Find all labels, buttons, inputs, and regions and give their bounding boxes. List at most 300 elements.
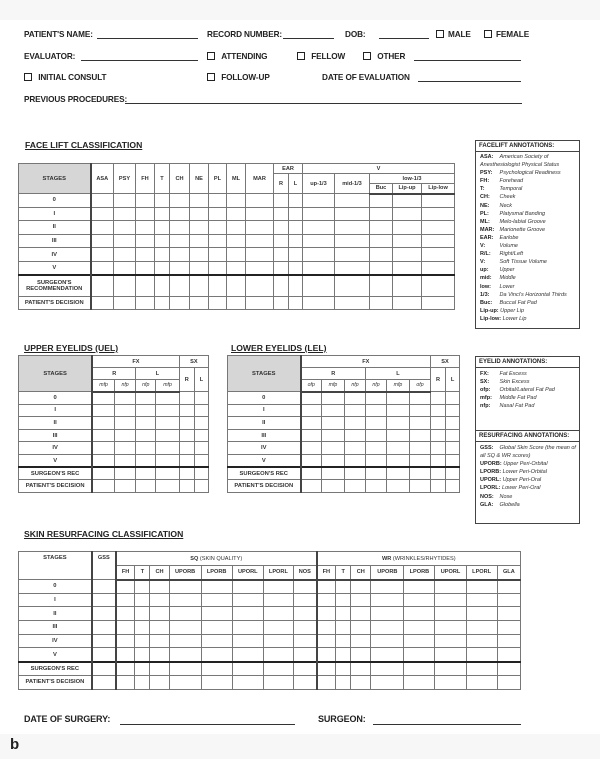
resurfacing-cell[interactable] xyxy=(201,634,232,648)
resurfacing-cell[interactable] xyxy=(116,662,135,676)
lel-cell[interactable] xyxy=(322,480,345,493)
resurfacing-cell[interactable] xyxy=(150,621,169,635)
facelift-cell[interactable] xyxy=(190,296,209,310)
resurfacing-cell[interactable] xyxy=(135,580,150,594)
resurfacing-cell[interactable] xyxy=(497,662,520,676)
facelift-cell[interactable] xyxy=(227,221,246,235)
female-checkbox[interactable] xyxy=(484,30,492,38)
resurfacing-cell[interactable] xyxy=(293,662,316,676)
lel-cell[interactable] xyxy=(345,404,366,417)
uel-cell[interactable] xyxy=(179,417,194,430)
facelift-cell[interactable] xyxy=(227,261,246,275)
uel-cell[interactable] xyxy=(156,404,179,417)
resurfacing-cell[interactable] xyxy=(371,607,404,621)
resurfacing-cell[interactable] xyxy=(92,675,116,689)
attending-checkbox[interactable] xyxy=(207,52,215,60)
resurfacing-cell[interactable] xyxy=(116,593,135,607)
lel-cell[interactable] xyxy=(345,454,366,467)
uel-cell[interactable] xyxy=(156,392,179,405)
facelift-cell[interactable] xyxy=(227,296,246,310)
facelift-cell[interactable] xyxy=(335,221,370,235)
facelift-cell[interactable] xyxy=(209,248,227,262)
resurfacing-cell[interactable] xyxy=(351,593,371,607)
resurfacing-cell[interactable] xyxy=(371,662,404,676)
facelift-cell[interactable] xyxy=(209,207,227,221)
facelift-cell[interactable] xyxy=(303,194,335,208)
facelift-cell[interactable] xyxy=(422,194,455,208)
uel-cell[interactable] xyxy=(156,417,179,430)
facelift-cell[interactable] xyxy=(209,194,227,208)
facelift-cell[interactable] xyxy=(227,207,246,221)
male-option[interactable] xyxy=(436,30,471,39)
facelift-cell[interactable] xyxy=(370,194,393,208)
facelift-cell[interactable] xyxy=(246,194,274,208)
fellow-checkbox[interactable] xyxy=(297,52,305,60)
uel-cell[interactable] xyxy=(136,442,156,455)
facelift-cell[interactable] xyxy=(91,207,114,221)
facelift-cell[interactable] xyxy=(114,234,136,248)
uel-cell[interactable] xyxy=(136,429,156,442)
uel-cell[interactable] xyxy=(194,442,208,455)
facelift-cell[interactable] xyxy=(227,248,246,262)
resurfacing-cell[interactable] xyxy=(116,648,135,662)
resurfacing-cell[interactable] xyxy=(135,662,150,676)
resurfacing-cell[interactable] xyxy=(150,580,169,594)
resurfacing-cell[interactable] xyxy=(466,648,497,662)
uel-cell[interactable] xyxy=(156,480,179,493)
resurfacing-cell[interactable] xyxy=(232,580,263,594)
resurfacing-cell[interactable] xyxy=(497,648,520,662)
resurfacing-cell[interactable] xyxy=(135,593,150,607)
uel-cell[interactable] xyxy=(114,442,135,455)
resurfacing-cell[interactable] xyxy=(263,621,293,635)
uel-cell[interactable] xyxy=(179,454,194,467)
uel-cell[interactable] xyxy=(136,404,156,417)
resurfacing-cell[interactable] xyxy=(466,607,497,621)
facelift-cell[interactable] xyxy=(136,248,155,262)
uel-cell[interactable] xyxy=(92,429,114,442)
attending-option[interactable] xyxy=(207,52,267,61)
lel-cell[interactable] xyxy=(345,417,366,430)
facelift-cell[interactable] xyxy=(246,261,274,275)
resurfacing-cell[interactable] xyxy=(169,593,201,607)
resurfacing-cell[interactable] xyxy=(92,607,116,621)
facelift-cell[interactable] xyxy=(289,207,303,221)
lel-cell[interactable] xyxy=(446,392,460,405)
resurfacing-cell[interactable] xyxy=(263,662,293,676)
resurfacing-cell[interactable] xyxy=(497,607,520,621)
resurfacing-cell[interactable] xyxy=(435,607,466,621)
facelift-cell[interactable] xyxy=(136,207,155,221)
resurfacing-cell[interactable] xyxy=(351,621,371,635)
lel-cell[interactable] xyxy=(431,417,446,430)
resurfacing-cell[interactable] xyxy=(263,648,293,662)
lel-cell[interactable] xyxy=(366,467,387,480)
facelift-cell[interactable] xyxy=(335,234,370,248)
uel-cell[interactable] xyxy=(114,454,135,467)
resurfacing-cell[interactable] xyxy=(317,607,336,621)
uel-cell[interactable] xyxy=(194,429,208,442)
resurfacing-cell[interactable] xyxy=(336,593,351,607)
resurfacing-cell[interactable] xyxy=(435,580,466,594)
facelift-cell[interactable] xyxy=(422,296,455,310)
resurfacing-cell[interactable] xyxy=(169,662,201,676)
lel-cell[interactable] xyxy=(322,442,345,455)
lel-cell[interactable] xyxy=(301,392,322,405)
facelift-cell[interactable] xyxy=(91,194,114,208)
resurfacing-cell[interactable] xyxy=(317,662,336,676)
facelift-cell[interactable] xyxy=(422,275,455,296)
resurfacing-cell[interactable] xyxy=(497,593,520,607)
facelift-cell[interactable] xyxy=(190,221,209,235)
uel-cell[interactable] xyxy=(136,467,156,480)
resurfacing-cell[interactable] xyxy=(317,634,336,648)
resurfacing-cell[interactable] xyxy=(169,648,201,662)
resurfacing-cell[interactable] xyxy=(150,662,169,676)
resurfacing-cell[interactable] xyxy=(404,648,435,662)
facelift-cell[interactable] xyxy=(114,248,136,262)
resurfacing-cell[interactable] xyxy=(317,675,336,689)
facelift-cell[interactable] xyxy=(393,248,422,262)
resurfacing-cell[interactable] xyxy=(169,580,201,594)
uel-cell[interactable] xyxy=(92,454,114,467)
lel-cell[interactable] xyxy=(431,429,446,442)
resurfacing-cell[interactable] xyxy=(201,621,232,635)
lel-cell[interactable] xyxy=(410,454,431,467)
lel-cell[interactable] xyxy=(366,454,387,467)
resurfacing-cell[interactable] xyxy=(232,662,263,676)
lel-cell[interactable] xyxy=(301,404,322,417)
resurfacing-cell[interactable] xyxy=(116,580,135,594)
facelift-cell[interactable] xyxy=(227,275,246,296)
uel-cell[interactable] xyxy=(136,392,156,405)
lel-cell[interactable] xyxy=(446,442,460,455)
female-option[interactable] xyxy=(484,30,529,39)
uel-cell[interactable] xyxy=(114,480,135,493)
facelift-cell[interactable] xyxy=(170,296,190,310)
resurfacing-cell[interactable] xyxy=(232,593,263,607)
uel-cell[interactable] xyxy=(194,454,208,467)
lel-cell[interactable] xyxy=(322,467,345,480)
facelift-cell[interactable] xyxy=(155,275,170,296)
facelift-cell[interactable] xyxy=(393,221,422,235)
facelift-cell[interactable] xyxy=(303,296,335,310)
lel-cell[interactable] xyxy=(301,480,322,493)
facelift-cell[interactable] xyxy=(155,261,170,275)
facelift-cell[interactable] xyxy=(335,261,370,275)
facelift-cell[interactable] xyxy=(190,248,209,262)
facelift-cell[interactable] xyxy=(114,194,136,208)
resurfacing-cell[interactable] xyxy=(201,580,232,594)
resurfacing-cell[interactable] xyxy=(293,648,316,662)
uel-cell[interactable] xyxy=(114,429,135,442)
facelift-cell[interactable] xyxy=(422,248,455,262)
lel-cell[interactable] xyxy=(322,429,345,442)
resurfacing-cell[interactable] xyxy=(232,675,263,689)
lel-cell[interactable] xyxy=(345,392,366,405)
facelift-cell[interactable] xyxy=(370,221,393,235)
facelift-cell[interactable] xyxy=(136,234,155,248)
facelift-cell[interactable] xyxy=(289,275,303,296)
resurfacing-cell[interactable] xyxy=(336,634,351,648)
facelift-cell[interactable] xyxy=(274,207,289,221)
facelift-cell[interactable] xyxy=(393,275,422,296)
lel-cell[interactable] xyxy=(387,392,410,405)
facelift-cell[interactable] xyxy=(170,234,190,248)
facelift-cell[interactable] xyxy=(190,234,209,248)
facelift-cell[interactable] xyxy=(289,296,303,310)
lel-cell[interactable] xyxy=(410,467,431,480)
resurfacing-cell[interactable] xyxy=(150,648,169,662)
uel-cell[interactable] xyxy=(114,467,135,480)
resurfacing-cell[interactable] xyxy=(263,593,293,607)
lel-cell[interactable] xyxy=(345,480,366,493)
resurfacing-cell[interactable] xyxy=(150,634,169,648)
uel-cell[interactable] xyxy=(194,480,208,493)
facelift-cell[interactable] xyxy=(393,234,422,248)
resurfacing-cell[interactable] xyxy=(336,648,351,662)
resurfacing-cell[interactable] xyxy=(293,607,316,621)
lel-cell[interactable] xyxy=(345,442,366,455)
facelift-cell[interactable] xyxy=(91,296,114,310)
resurfacing-cell[interactable] xyxy=(92,662,116,676)
uel-cell[interactable] xyxy=(92,417,114,430)
uel-cell[interactable] xyxy=(179,404,194,417)
facelift-cell[interactable] xyxy=(303,248,335,262)
facelift-cell[interactable] xyxy=(91,275,114,296)
uel-cell[interactable] xyxy=(136,480,156,493)
lel-cell[interactable] xyxy=(301,467,322,480)
resurfacing-cell[interactable] xyxy=(371,675,404,689)
resurfacing-cell[interactable] xyxy=(201,662,232,676)
resurfacing-cell[interactable] xyxy=(336,675,351,689)
lel-cell[interactable] xyxy=(446,480,460,493)
resurfacing-cell[interactable] xyxy=(404,607,435,621)
facelift-cell[interactable] xyxy=(246,207,274,221)
resurfacing-cell[interactable] xyxy=(232,634,263,648)
lel-cell[interactable] xyxy=(301,417,322,430)
resurfacing-cell[interactable] xyxy=(92,621,116,635)
uel-cell[interactable] xyxy=(179,442,194,455)
lel-cell[interactable] xyxy=(446,429,460,442)
resurfacing-cell[interactable] xyxy=(293,580,316,594)
lel-cell[interactable] xyxy=(387,454,410,467)
lel-cell[interactable] xyxy=(446,404,460,417)
resurfacing-cell[interactable] xyxy=(336,662,351,676)
resurfacing-cell[interactable] xyxy=(263,634,293,648)
facelift-cell[interactable] xyxy=(246,296,274,310)
lel-cell[interactable] xyxy=(410,392,431,405)
facelift-cell[interactable] xyxy=(155,194,170,208)
facelift-cell[interactable] xyxy=(274,296,289,310)
lel-cell[interactable] xyxy=(387,404,410,417)
facelift-cell[interactable] xyxy=(393,207,422,221)
resurfacing-cell[interactable] xyxy=(263,580,293,594)
surgeon-field[interactable] xyxy=(373,724,521,725)
resurfacing-cell[interactable] xyxy=(497,580,520,594)
resurfacing-cell[interactable] xyxy=(317,580,336,594)
uel-cell[interactable] xyxy=(92,480,114,493)
uel-cell[interactable] xyxy=(114,404,135,417)
facelift-cell[interactable] xyxy=(209,234,227,248)
resurfacing-cell[interactable] xyxy=(404,580,435,594)
lel-cell[interactable] xyxy=(431,404,446,417)
dob-field[interactable] xyxy=(379,38,429,39)
uel-cell[interactable] xyxy=(179,480,194,493)
facelift-cell[interactable] xyxy=(370,248,393,262)
male-checkbox[interactable] xyxy=(436,30,444,38)
resurfacing-cell[interactable] xyxy=(435,621,466,635)
facelift-cell[interactable] xyxy=(136,296,155,310)
resurfacing-cell[interactable] xyxy=(135,634,150,648)
uel-cell[interactable] xyxy=(92,404,114,417)
lel-cell[interactable] xyxy=(431,467,446,480)
facelift-cell[interactable] xyxy=(227,234,246,248)
facelift-cell[interactable] xyxy=(274,275,289,296)
resurfacing-cell[interactable] xyxy=(92,648,116,662)
resurfacing-cell[interactable] xyxy=(466,634,497,648)
resurfacing-cell[interactable] xyxy=(371,648,404,662)
resurfacing-cell[interactable] xyxy=(201,593,232,607)
resurfacing-cell[interactable] xyxy=(371,593,404,607)
lel-cell[interactable] xyxy=(322,454,345,467)
facelift-cell[interactable] xyxy=(370,207,393,221)
lel-cell[interactable] xyxy=(345,467,366,480)
facelift-cell[interactable] xyxy=(335,207,370,221)
resurfacing-cell[interactable] xyxy=(116,621,135,635)
facelift-cell[interactable] xyxy=(114,275,136,296)
resurfacing-cell[interactable] xyxy=(232,621,263,635)
lel-cell[interactable] xyxy=(387,429,410,442)
uel-cell[interactable] xyxy=(156,442,179,455)
patient-name-field[interactable] xyxy=(97,38,198,39)
uel-cell[interactable] xyxy=(114,417,135,430)
facelift-cell[interactable] xyxy=(170,275,190,296)
facelift-cell[interactable] xyxy=(155,234,170,248)
lel-cell[interactable] xyxy=(410,417,431,430)
previous-procedures-field[interactable] xyxy=(125,103,522,104)
uel-cell[interactable] xyxy=(194,467,208,480)
initial-consult-checkbox[interactable] xyxy=(24,73,32,81)
resurfacing-cell[interactable] xyxy=(404,621,435,635)
facelift-cell[interactable] xyxy=(136,275,155,296)
facelift-cell[interactable] xyxy=(209,296,227,310)
facelift-cell[interactable] xyxy=(393,261,422,275)
fellow-option[interactable] xyxy=(297,52,345,61)
date-of-surgery-field[interactable] xyxy=(120,724,295,725)
lel-cell[interactable] xyxy=(366,404,387,417)
resurfacing-cell[interactable] xyxy=(351,607,371,621)
resurfacing-cell[interactable] xyxy=(135,607,150,621)
other-checkbox[interactable] xyxy=(363,52,371,60)
resurfacing-cell[interactable] xyxy=(293,593,316,607)
resurfacing-cell[interactable] xyxy=(404,662,435,676)
resurfacing-cell[interactable] xyxy=(169,607,201,621)
resurfacing-cell[interactable] xyxy=(201,607,232,621)
facelift-cell[interactable] xyxy=(422,221,455,235)
lel-cell[interactable] xyxy=(410,429,431,442)
lel-cell[interactable] xyxy=(301,429,322,442)
facelift-cell[interactable] xyxy=(91,234,114,248)
resurfacing-cell[interactable] xyxy=(116,634,135,648)
facelift-cell[interactable] xyxy=(190,194,209,208)
lel-cell[interactable] xyxy=(366,480,387,493)
resurfacing-cell[interactable] xyxy=(336,580,351,594)
facelift-cell[interactable] xyxy=(289,261,303,275)
facelift-cell[interactable] xyxy=(246,221,274,235)
facelift-cell[interactable] xyxy=(227,194,246,208)
other-field[interactable] xyxy=(414,60,521,61)
facelift-cell[interactable] xyxy=(303,234,335,248)
facelift-cell[interactable] xyxy=(422,207,455,221)
facelift-cell[interactable] xyxy=(289,221,303,235)
resurfacing-cell[interactable] xyxy=(232,607,263,621)
facelift-cell[interactable] xyxy=(274,234,289,248)
resurfacing-cell[interactable] xyxy=(351,634,371,648)
resurfacing-cell[interactable] xyxy=(92,634,116,648)
resurfacing-cell[interactable] xyxy=(169,621,201,635)
resurfacing-cell[interactable] xyxy=(201,675,232,689)
lel-cell[interactable] xyxy=(410,404,431,417)
resurfacing-cell[interactable] xyxy=(371,580,404,594)
lel-cell[interactable] xyxy=(366,429,387,442)
facelift-cell[interactable] xyxy=(246,275,274,296)
resurfacing-cell[interactable] xyxy=(135,621,150,635)
resurfacing-cell[interactable] xyxy=(150,675,169,689)
facelift-cell[interactable] xyxy=(246,234,274,248)
facelift-cell[interactable] xyxy=(91,221,114,235)
resurfacing-cell[interactable] xyxy=(497,621,520,635)
uel-cell[interactable] xyxy=(136,417,156,430)
resurfacing-cell[interactable] xyxy=(351,675,371,689)
facelift-cell[interactable] xyxy=(303,275,335,296)
facelift-cell[interactable] xyxy=(393,194,422,208)
facelift-cell[interactable] xyxy=(303,221,335,235)
facelift-cell[interactable] xyxy=(136,221,155,235)
resurfacing-cell[interactable] xyxy=(466,621,497,635)
resurfacing-cell[interactable] xyxy=(135,675,150,689)
facelift-cell[interactable] xyxy=(170,261,190,275)
facelift-cell[interactable] xyxy=(274,261,289,275)
resurfacing-cell[interactable] xyxy=(317,593,336,607)
lel-cell[interactable] xyxy=(431,480,446,493)
facelift-cell[interactable] xyxy=(289,234,303,248)
uel-cell[interactable] xyxy=(114,392,135,405)
facelift-cell[interactable] xyxy=(114,296,136,310)
facelift-cell[interactable] xyxy=(209,275,227,296)
uel-cell[interactable] xyxy=(92,467,114,480)
facelift-cell[interactable] xyxy=(303,261,335,275)
resurfacing-cell[interactable] xyxy=(135,648,150,662)
lel-cell[interactable] xyxy=(345,429,366,442)
resurfacing-cell[interactable] xyxy=(116,675,135,689)
uel-cell[interactable] xyxy=(156,454,179,467)
facelift-cell[interactable] xyxy=(370,296,393,310)
lel-cell[interactable] xyxy=(322,404,345,417)
facelift-cell[interactable] xyxy=(370,261,393,275)
lel-cell[interactable] xyxy=(446,417,460,430)
lel-cell[interactable] xyxy=(387,467,410,480)
facelift-cell[interactable] xyxy=(335,296,370,310)
resurfacing-cell[interactable] xyxy=(92,580,116,594)
facelift-cell[interactable] xyxy=(335,275,370,296)
resurfacing-cell[interactable] xyxy=(466,675,497,689)
lel-cell[interactable] xyxy=(410,442,431,455)
date-of-evaluation-field[interactable] xyxy=(418,81,521,82)
facelift-cell[interactable] xyxy=(335,194,370,208)
facelift-cell[interactable] xyxy=(190,275,209,296)
facelift-cell[interactable] xyxy=(136,261,155,275)
